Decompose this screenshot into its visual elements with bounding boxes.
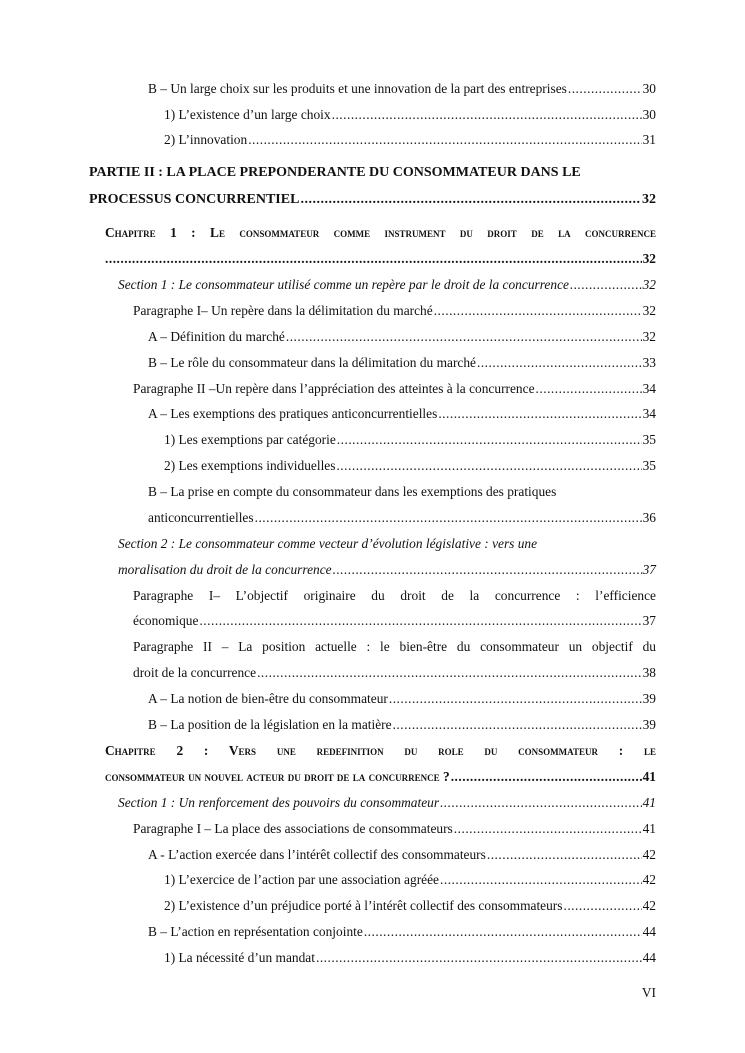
dot-leader <box>393 717 642 733</box>
toc-entry-page: 33 <box>642 355 656 370</box>
toc-entry-title: B – Un large choix sur les produits et une innovation de la part des entreprises <box>148 81 567 96</box>
toc-entry-title-line1: B – La prise en compte du consommateur dans les exemptions des pratiques <box>148 484 557 499</box>
toc-entry[interactable] <box>164 898 656 914</box>
toc-entry-title-line1: Paragraphe II – La position actuelle : le bien-être du consommateur un objectif du <box>133 639 656 654</box>
toc-entry[interactable] <box>164 107 656 123</box>
dot-leader <box>570 277 642 293</box>
toc-entry-page: 41 <box>642 821 656 836</box>
toc-entry-title-line1: Section 2 : Le consommateur comme vecteur d’évolution législative : vers une <box>118 536 538 551</box>
dot-leader <box>364 924 642 940</box>
toc-chapter-heading-cont[interactable] <box>105 251 656 267</box>
toc-entry-page: 41 <box>642 769 656 784</box>
toc-entry-page: 34 <box>642 381 656 396</box>
dot-leader <box>440 872 642 888</box>
toc-entry-page: 36 <box>642 510 656 525</box>
toc-entry[interactable] <box>164 432 656 448</box>
toc-entry-title: A - L’action exercée dans l’intérêt collectif des consommateurs <box>148 847 486 862</box>
toc-entry-page: 32 <box>642 192 656 207</box>
dot-leader <box>257 665 642 681</box>
toc-entry-page: 30 <box>642 81 656 96</box>
dot-leader <box>477 355 642 371</box>
toc-entry-title: Paragraphe II –Un repère dans l’appréciation des atteintes à la concurrence <box>133 381 535 396</box>
toc-entry-title-line1: Chapitre 2 : Vers une redefinition du role du consommateur : le <box>105 743 656 758</box>
toc-entry[interactable] <box>148 484 656 500</box>
toc-entry-page: 30 <box>642 107 656 122</box>
toc-entry-title: B – Le rôle du consommateur dans la délimitation du marché <box>148 355 476 370</box>
dot-leader <box>563 898 641 914</box>
toc-entry[interactable] <box>148 81 656 97</box>
toc-entry[interactable] <box>133 821 656 837</box>
toc-chapter-heading-cont[interactable] <box>105 769 656 785</box>
toc-entry[interactable] <box>133 381 656 397</box>
toc-entry-page: 39 <box>642 691 656 706</box>
dot-leader <box>454 821 642 837</box>
toc-chapter-heading[interactable] <box>105 743 656 759</box>
toc-entry[interactable] <box>148 847 656 863</box>
toc-entry-title: Paragraphe I– Un repère dans la délimitation du marché <box>133 303 433 318</box>
toc-part-heading-cont[interactable] <box>89 192 656 208</box>
toc-entry-cont[interactable] <box>133 665 656 681</box>
dot-leader <box>536 381 642 397</box>
dot-leader <box>438 406 641 422</box>
toc-entry[interactable] <box>133 588 656 604</box>
toc-entry-page: 32 <box>642 251 656 266</box>
dot-leader <box>199 613 641 629</box>
toc-entry-cont[interactable] <box>148 510 656 526</box>
toc-entry-title-line2: anticoncurrentielles <box>148 510 254 525</box>
toc-entry-title-line2: moralisation du droit de la concurrence <box>118 562 332 577</box>
toc-entry-page: 32 <box>642 303 656 318</box>
toc-entry-page: 35 <box>642 432 656 447</box>
toc-entry[interactable] <box>164 950 656 966</box>
dot-leader <box>105 251 642 267</box>
dot-leader <box>255 510 642 526</box>
toc-entry-title: B – La position de la législation en la matière <box>148 717 392 732</box>
toc-entry-title-line2: PROCESSUS CONCURRENTIEL <box>89 192 300 207</box>
toc-entry-title: 2) L’innovation <box>164 132 248 147</box>
toc-entry-title: A – Définition du marché <box>148 329 285 344</box>
toc-entry-title-line2: économique <box>133 613 199 628</box>
toc-entry[interactable] <box>164 132 656 148</box>
toc-entry-page: 31 <box>642 132 656 147</box>
toc-entry-title: Section 1 : Un renforcement des pouvoirs du consommateur <box>118 795 440 810</box>
dot-leader <box>333 562 642 578</box>
toc-entry[interactable] <box>164 458 656 474</box>
toc-part-heading[interactable] <box>89 165 656 181</box>
toc-entry-title: A – La notion de bien-être du consommateur <box>148 691 388 706</box>
toc-entry[interactable] <box>148 406 656 422</box>
toc-entry-page: 44 <box>642 950 656 965</box>
toc-entry[interactable] <box>164 872 656 888</box>
dot-leader <box>434 303 642 319</box>
toc-entry-page: 38 <box>642 665 656 680</box>
toc-entry-title-line1: PARTIE II : LA PLACE PREPONDERANTE DU CONSOMMATEUR DANS LE <box>89 165 581 180</box>
dot-leader <box>332 107 642 123</box>
dot-leader <box>316 950 642 966</box>
toc-entry-page: 32 <box>642 329 656 344</box>
toc-entry-title: 2) Les exemptions individuelles <box>164 458 336 473</box>
toc-entry-title: 2) L’existence d’un préjudice porté à l’intérêt collectif des consommateurs <box>164 898 563 913</box>
toc-entry-title-line2: droit de la concurrence <box>133 665 257 680</box>
toc-entry-page: 41 <box>642 795 656 810</box>
toc-entry-cont[interactable] <box>133 613 656 629</box>
toc-entry[interactable] <box>148 329 656 345</box>
page-number: VI <box>641 985 656 1000</box>
toc-entry-title: 1) Les exemptions par catégorie <box>164 432 336 447</box>
toc-entry-page: 42 <box>642 847 656 862</box>
toc-entry-page: 42 <box>642 898 656 913</box>
toc-entry-title: Paragraphe I – La place des associations de consommateurs <box>133 821 453 836</box>
toc-entry-page: 42 <box>642 872 656 887</box>
toc-entry-title: Section 1 : Le consommateur utilisé comme un repère par le droit de la concurrence <box>118 277 569 292</box>
toc-entry-page: 32 <box>642 277 656 292</box>
dot-leader <box>568 81 642 97</box>
toc-entry-page: 37 <box>642 613 656 628</box>
toc-entry-page: 37 <box>642 562 656 577</box>
dot-leader <box>286 329 642 345</box>
dot-leader <box>451 769 642 785</box>
toc-entry[interactable] <box>133 303 656 319</box>
toc-entry-title: 1) La nécessité d’un mandat <box>164 950 315 965</box>
dot-leader <box>487 847 642 863</box>
dot-leader <box>300 192 641 208</box>
toc-entry-page: 39 <box>642 717 656 732</box>
toc-entry-title: B – L’action en représentation conjointe <box>148 924 363 939</box>
toc-entry-page: 35 <box>642 458 656 473</box>
toc-section[interactable] <box>118 277 656 293</box>
toc-entry-page: 44 <box>642 924 656 939</box>
toc-section-cont[interactable] <box>118 562 656 578</box>
toc-entry-page: 34 <box>642 406 656 421</box>
toc-entry[interactable] <box>148 924 656 940</box>
toc-entry[interactable] <box>148 691 656 707</box>
dot-leader <box>337 432 642 448</box>
toc-entry[interactable] <box>148 717 656 733</box>
dot-leader <box>336 458 641 474</box>
toc-section[interactable] <box>118 795 656 811</box>
toc-entry[interactable] <box>133 639 656 655</box>
toc-entry-title-line1: Paragraphe I– L’objectif originaire du droit de la concurrence : l’efficience <box>133 588 656 603</box>
toc-entry-title: A – Les exemptions des pratiques anticoncurrentielles <box>148 406 438 421</box>
dot-leader <box>440 795 642 811</box>
toc-entry[interactable] <box>148 355 656 371</box>
dot-leader <box>389 691 642 707</box>
toc-entry-title-line2: consommateur un nouvel acteur du droit de la concurrence ? <box>105 769 450 784</box>
toc-section[interactable] <box>118 536 656 552</box>
toc-chapter-heading[interactable] <box>105 225 656 241</box>
toc-entry-title: 1) L’exercice de l’action par une association agréée <box>164 872 439 887</box>
dot-leader <box>248 132 641 148</box>
toc-entry-title-line1: Chapitre 1 : Le consommateur comme instrument du droit de la concurrence <box>105 225 656 240</box>
toc-entry-title: 1) L’existence d’un large choix <box>164 107 331 122</box>
